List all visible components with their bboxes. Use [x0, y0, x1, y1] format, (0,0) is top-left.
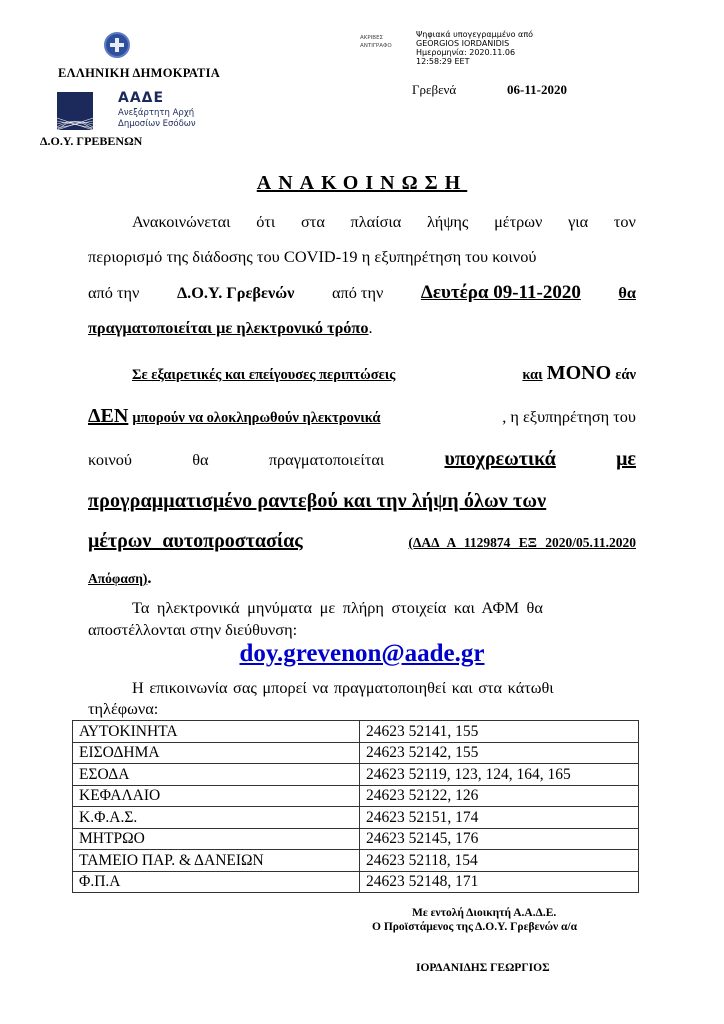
text: . [147, 568, 152, 587]
department-cell: Φ.Π.Α [73, 871, 360, 893]
department-cell: ΜΗΤΡΩΟ [73, 828, 360, 850]
text: εάν [615, 367, 636, 383]
paragraph-3-line-2: αποστέλλονται στην διεύθυνση: [88, 620, 298, 639]
greek-coat-of-arms-icon [104, 32, 130, 58]
table-row [73, 850, 639, 872]
phone-cell: 24623 52141, 155 [360, 721, 639, 743]
announcement-title: ΑΝΑΚΟΙΝΩΣΗ [256, 172, 468, 194]
text: . [368, 318, 373, 337]
paragraph-2-line-4: προγραμματισμένο ραντεβού και την λήψη όλων των [88, 490, 547, 512]
word: Ανακοινώνεται [132, 212, 231, 231]
digital-signature-block [416, 30, 533, 66]
text: θα [618, 283, 636, 302]
city: Γρεβενά [412, 82, 457, 97]
paragraph-2-line-1 [88, 362, 636, 385]
decision-reference: (ΔΑΔ Α 1129874 ΕΞ 2020/05.11.2020 [408, 535, 636, 550]
text: από την [331, 283, 384, 302]
signatory-name: ΙΟΡΔΑΝΙΔΗΣ ΓΕΩΡΓΙΟΣ [416, 962, 550, 974]
document-date: 06-11-2020 [507, 82, 567, 97]
mandatory-highlight: υποχρεωτικά [444, 448, 556, 470]
table-row [73, 807, 639, 829]
phone-cell: 24623 52145, 176 [360, 828, 639, 850]
not-highlight: ΔΕΝ [88, 405, 129, 427]
table-row [73, 764, 639, 786]
department-cell: ΕΣΟΔΑ [73, 764, 360, 786]
department-cell: Κ.Φ.Α.Σ. [73, 807, 360, 829]
aade-subtitle-line-1: Ανεξάρτητη Αρχή [118, 108, 195, 118]
word: για [568, 212, 589, 231]
office-highlight: Δ.Ο.Υ. Γρεβενών [176, 283, 295, 302]
aade-subtitle-line-2: Δημοσίων Εσόδων [118, 119, 196, 129]
word: ότι [256, 212, 276, 231]
department-cell: ΑΥΤΟΚΙΝΗΤΑ [73, 721, 360, 743]
paragraph-2-line-3 [88, 448, 636, 471]
word: με [616, 448, 636, 470]
phone-cell: 24623 52151, 174 [360, 807, 639, 829]
phone-cell: 24623 52148, 171 [360, 871, 639, 893]
stamp-line-1: ΑΚΡΙΒΕΣ [360, 35, 384, 41]
paragraph-2-line-5 [88, 530, 636, 553]
word: θα [192, 450, 209, 469]
signature-date: Ημερομηνία: 2020.11.06 [416, 48, 516, 57]
word: στα [301, 212, 325, 231]
paragraph-1-line-1 [88, 212, 636, 232]
signature-role: Ο Προϊστάμενος της Δ.Ο.Υ. Γρεβενών α/α [372, 921, 578, 933]
aade-title: ΑΑΔΕ [118, 90, 165, 106]
table-row [73, 871, 639, 893]
phone-directory-table [72, 720, 639, 893]
department-cell: ΤΑΜΕΙΟ ΠΑΡ. & ΔΑΝΕΙΩΝ [73, 850, 360, 872]
stamp-line-2: ΑΝΤΙΓΡΑΦΟ [360, 43, 392, 49]
electronic-service-highlight: πραγματοποιείται με ηλεκτρονικό τρόπο [88, 318, 369, 337]
word: λήψης [426, 212, 469, 231]
signature-time: 12:58:29 EET [416, 57, 470, 66]
phone-cell: 24623 52119, 123, 124, 164, 165 [360, 764, 639, 786]
paragraph-2-line-2 [88, 405, 636, 428]
office-name: Δ.Ο.Υ. ΓΡΕΒΕΝΩΝ [40, 134, 143, 148]
self-protection-highlight: μέτρων αυτοπροστασίας [88, 530, 303, 552]
table-row [73, 828, 639, 850]
paragraph-1-line-2: περιορισμό της διάδοσης του COVID-19 η εξυπηρέτηση του κοινού [88, 247, 537, 266]
table-row [73, 721, 639, 743]
paragraph-4-line-2: τηλέφωνα: [88, 699, 159, 718]
word: κοινού [88, 450, 132, 469]
text: από την [88, 283, 140, 302]
text: και [522, 367, 543, 383]
paragraph-2-line-6 [88, 568, 636, 588]
paragraph-4-line-1: Η επικοινωνία σας μπορεί να πραγματοποιηθεί και στα κάτωθι [132, 678, 554, 697]
department-cell: ΕΙΣΟΔΗΜΑ [73, 742, 360, 764]
decision-reference-end: Απόφαση) [88, 571, 148, 586]
department-cell: ΚΕΦΑΛΑΙΟ [73, 785, 360, 807]
word: τον [613, 212, 636, 231]
paragraph-3-line-1: Τα ηλεκτρονικά μηνύματα με πλήρη στοιχεία και ΑΦΜ θα [132, 598, 543, 617]
true-copy-stamp [360, 34, 392, 50]
text: , η εξυπηρέτηση του [502, 407, 636, 426]
aade-subtitle [118, 108, 196, 130]
phone-cell: 24623 52122, 126 [360, 785, 639, 807]
cannot-complete-highlight: μπορούν να ολοκληρωθούν ηλεκτρονικά [132, 410, 381, 426]
signature-authority: Με εντολή Διοικητή Α.Α.Δ.Ε. [412, 907, 557, 919]
paragraph-1-line-3 [88, 282, 636, 304]
exception-highlight: Σε εξαιρετικές και επείγουσες περιπτώσεις [132, 367, 396, 383]
start-date-highlight: Δευτέρα 09-11-2020 [420, 282, 581, 303]
phone-cell: 24623 52118, 154 [360, 850, 639, 872]
word: πραγματοποιείται [268, 450, 385, 469]
signer-name: GEORGIOS IORDANIDIS [416, 39, 510, 48]
email-link[interactable]: doy.grevenon@aade.gr [239, 640, 485, 667]
aade-logo-icon [57, 92, 93, 130]
table-row [73, 742, 639, 764]
signed-by-label: Ψηφιακά υπογεγραμμένο από [416, 30, 534, 39]
paragraph-1-line-4 [88, 318, 636, 338]
only-highlight: ΜΟΝΟ [546, 362, 612, 384]
republic-heading: ΕΛΛΗΝΙΚΗ ΔΗΜΟΚΡΑΤΙΑ [58, 66, 221, 80]
phone-cell: 24623 52142, 155 [360, 742, 639, 764]
word: μέτρων [494, 212, 543, 231]
emblem-cross-horizontal [110, 43, 124, 47]
table-row [73, 785, 639, 807]
word: πλαίσια [350, 212, 402, 231]
